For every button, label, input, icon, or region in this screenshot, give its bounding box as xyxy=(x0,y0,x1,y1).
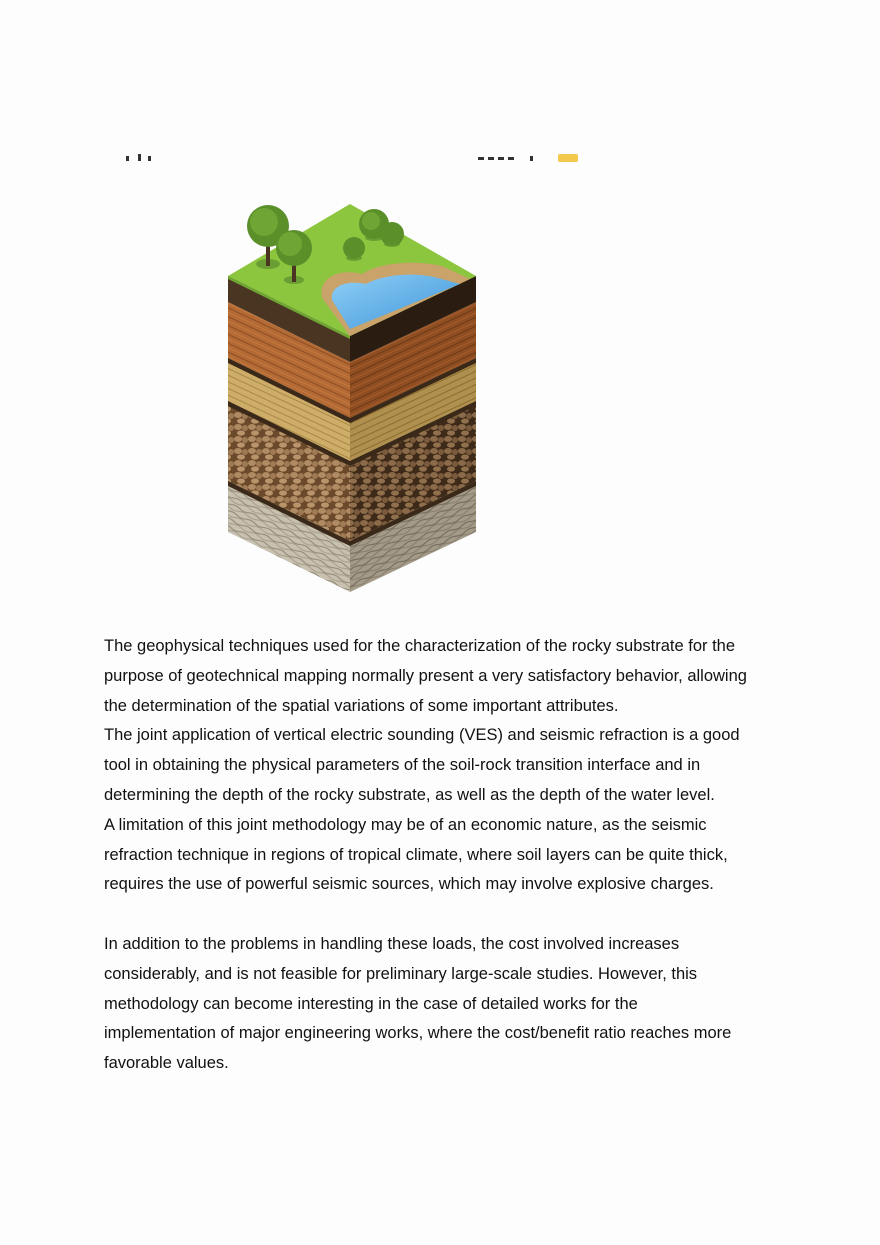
text-line: implementation of major engineering works, where the cost/benefit ratio reaches more xyxy=(104,1024,732,1043)
cropped-heading-fragment xyxy=(110,150,590,162)
soil-layers-illustration xyxy=(220,196,490,598)
text-line: In addition to the problems in handling these loads, the cost involved increases xyxy=(104,934,680,953)
text-line: the determination of the spatial variations of some important attributes. xyxy=(104,696,619,715)
text-line: methodology can become interesting in the case of detailed works for the xyxy=(104,994,638,1013)
text-line: The geophysical techniques used for the characterization of the rocky substrate for the xyxy=(104,637,736,655)
text-line: A limitation of this joint methodology may be of an economic nature, as the seismic xyxy=(104,815,707,834)
text-line: tool in obtaining the physical parameters of the soil-rock transition interface and in xyxy=(104,756,701,775)
text-line: refraction technique in regions of tropical climate, where soil layers can be quite thick, xyxy=(104,845,728,864)
text-line: considerably, and is not feasible for preliminary large-scale studies. However, this xyxy=(104,964,698,983)
paragraph-gap xyxy=(104,900,794,930)
text-line: requires the use of powerful seismic sources, which may involve explosive charges. xyxy=(104,875,714,894)
body-text xyxy=(104,632,794,1079)
text-line: purpose of geotechnical mapping normally present a very satisfactory behavior, allowing xyxy=(104,666,747,685)
text-line: favorable values. xyxy=(104,1054,229,1073)
text-line: determining the depth of the rocky substrate, as well as the depth of the water level. xyxy=(104,785,715,804)
text-line: The joint application of vertical electric sounding (VES) and seismic refraction is a good xyxy=(104,726,740,745)
